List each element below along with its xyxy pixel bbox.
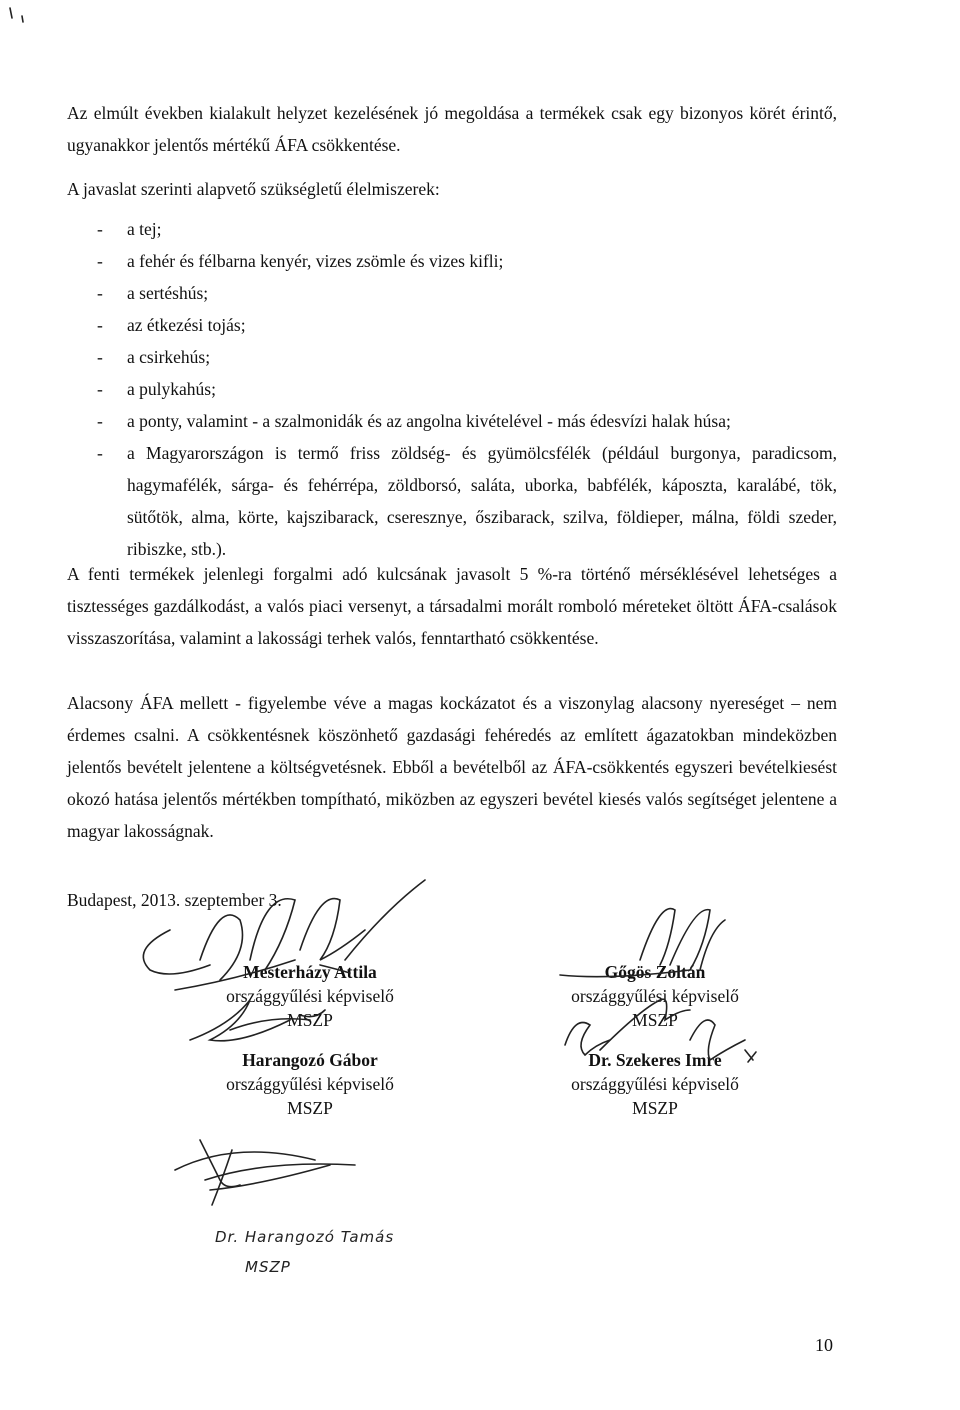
- list-item: - a csirkehús;: [97, 347, 211, 367]
- list-item: - a tej;: [97, 219, 162, 239]
- signatory-role: országgyűlési képviselő: [571, 986, 739, 1006]
- signature-stroke: [300, 899, 365, 960]
- signatory-name: Mesterházy Attila: [243, 962, 377, 982]
- scan-mark: [10, 8, 12, 18]
- list-item: - a fehér és félbarna kenyér, vizes zsömle és vizes kifli;: [97, 251, 504, 271]
- scan-mark: [22, 16, 23, 22]
- list-item: - az étkezési tojás;: [97, 315, 246, 335]
- body-paragraph-2: Alacsony ÁFA mellett - figyelembe véve a magas kockázatot és a viszonylag alacsony nyereséget – nem érdemes csalni. A csökkentésnek köszönhető gazdasági fehéredés az említett ágazatokban mindeközben jelentős bevételt jelentene a költségvetésnek. Ebből a bevételből az ÁFA-csökkentés egyszeri bevételkiesést okozó hatása jelentős mértékben tompítható, miközben az egyszeri bevétel kiesés valós segítséget jelentene a magyar lakosságnak.: [67, 693, 837, 841]
- signature-block-2: [525, 960, 785, 1032]
- date-line: Budapest, 2013. szeptember 3.: [67, 890, 282, 910]
- signatory-party: MSZP: [632, 1010, 678, 1030]
- signature-block-4: [525, 1048, 785, 1120]
- handwritten-note-line-2: MSZP: [245, 1258, 291, 1276]
- food-list: [67, 213, 837, 565]
- list-item: - a Magyarországon is termő friss zöldség- és gyümölcsfélék (például burgonya, paradicsom, hagymafélék, sárga- és fehérrépa, zöldborsó, saláta, uborka, babfélék, káposzta, karalábé, tök, sütőtök, alma, körte, kajszibarack, cseresznye, őszibarack, szilva, földieper, málna, földi szeder, ribiszke, stb.).: [97, 443, 837, 559]
- signature-stroke: [210, 1165, 330, 1190]
- signature-stroke: [345, 880, 425, 960]
- signatory-role: országgyűlési képviselő: [226, 1074, 394, 1094]
- signatory-party: MSZP: [287, 1098, 333, 1118]
- signature-stroke: [212, 1150, 232, 1205]
- list-heading: A javaslat szerinti alapvető szükségletű élelmiszerek:: [67, 179, 440, 199]
- signatory-party: MSZP: [632, 1098, 678, 1118]
- signatory-role: országgyűlési képviselő: [226, 986, 394, 1006]
- signature-stroke: [175, 1152, 315, 1170]
- signatory-name: Dr. Szekeres Imre: [588, 1050, 722, 1070]
- signatory-name: Harangozó Gábor: [242, 1050, 378, 1070]
- signature-stroke: [640, 909, 675, 965]
- handwritten-note-line-1: Dr. Harangozó Tamás: [215, 1228, 395, 1246]
- signatory-role: országgyűlési képviselő: [571, 1074, 739, 1094]
- signature-stroke: [205, 1164, 355, 1180]
- signatory-party: MSZP: [287, 1010, 333, 1030]
- body-paragraph-1: A fenti termékek jelenlegi forgalmi adó kulcsának javasolt 5 %-ra történő mérséklésével lehetséges a tisztességes gazdálkodást, a valós piaci versenyt, a társadalmi morált romboló méreteket öltött ÁFA-csalások visszaszorítása, valamint a lakossági terhek valós, fenntartható csökkentése.: [67, 564, 837, 648]
- intro-paragraph: Az elmúlt években kialakult helyzet kezelésének jó megoldása a termékek csak egy bizonyos körét érintő, ugyanakkor jelentős mértékű ÁFA csökkentése.: [67, 103, 837, 155]
- signature-stroke: [200, 1140, 240, 1187]
- list-item: - a ponty, valamint - a szalmonidák és az angolna kivételével - más édesvízi halak húsa;: [97, 411, 731, 431]
- page-number: 10: [815, 1335, 833, 1355]
- handwritten-note: [215, 1222, 435, 1282]
- list-item: - a sertéshús;: [97, 283, 209, 303]
- signature-block-3: [180, 1048, 440, 1120]
- signatory-name: Gőgös Zoltán: [604, 962, 706, 982]
- signature-block-1: [180, 960, 440, 1032]
- list-item: - a pulykahús;: [97, 379, 216, 399]
